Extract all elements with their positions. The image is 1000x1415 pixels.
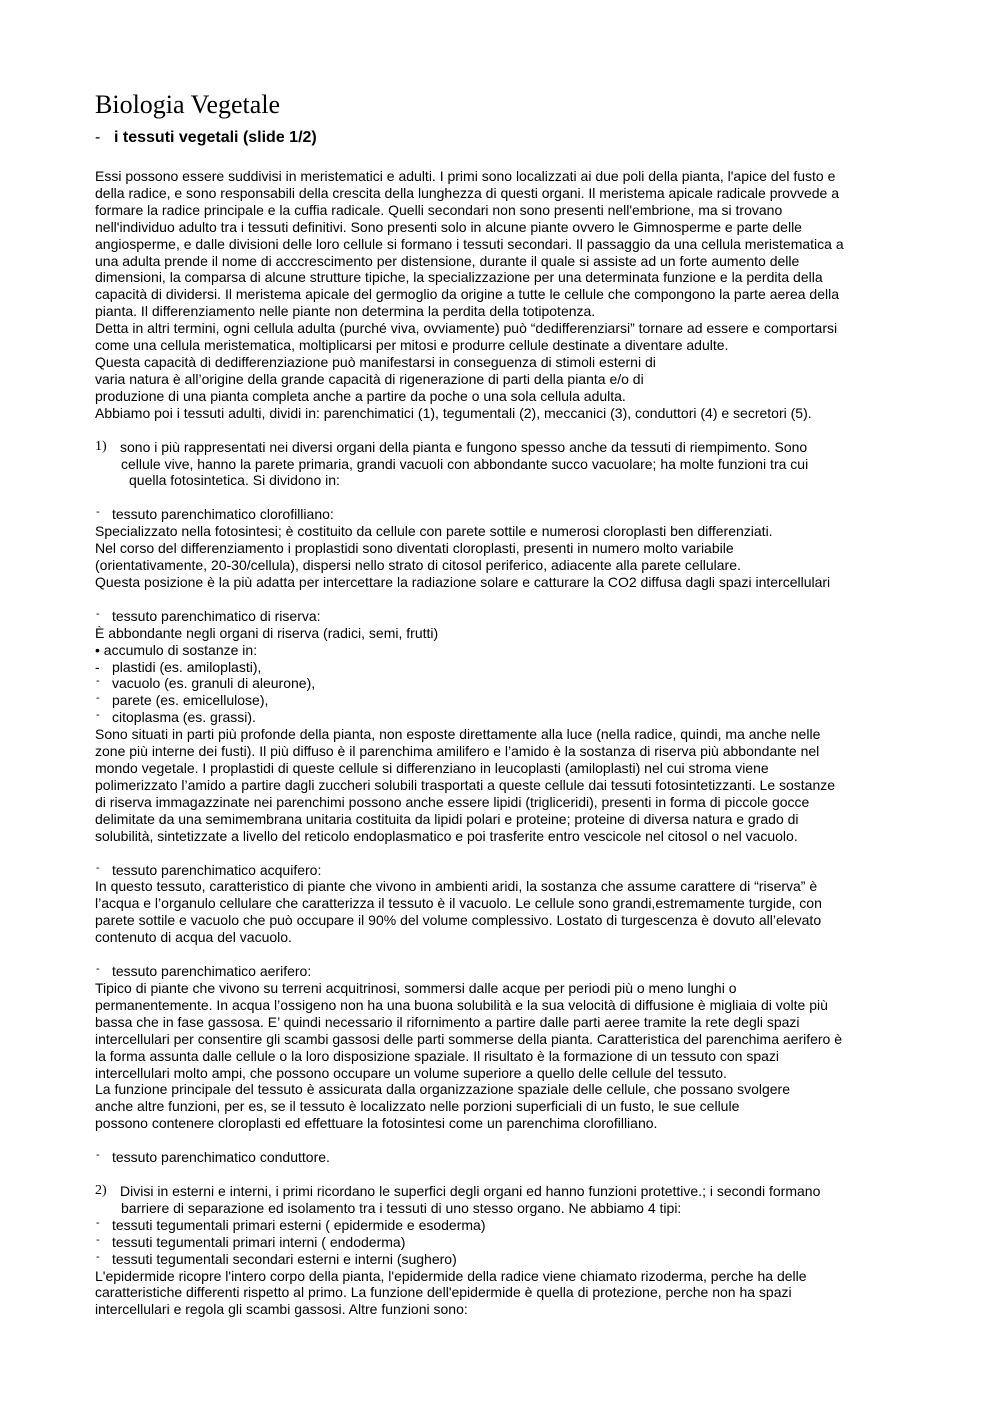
section-heading: - tessuto parenchimatico clorofilliano: [96, 506, 334, 523]
text-line: Abbiamo poi i tessuti adulti, dividi in: parenchimatici (1), tegumentali (2), meccanici (3), conduttori (4) e secretori (5). [95, 404, 812, 421]
text-line: L'epidermide ricopre l'intero corpo della pianta, l'epidermide della radice viene chiamato rizoderma, perche ha delle [95, 1267, 807, 1284]
list-item: - tessuti tegumentali primari interni ( endoderma) [96, 1233, 406, 1250]
numbered-item-2 [95, 1183, 907, 1217]
text-line: delimitate da una semimembrana unitaria costituita da lipidi polari e proteine; proteine di diversa natura e grado di [95, 810, 799, 827]
bullet-dash: - [96, 1250, 100, 1263]
text-line: come una cellula meristematica, moltiplicarsi per mitosi e produrre cellule destinate a diventare adulte. [95, 337, 729, 354]
text-line: nell'individuo adulto tra i tessuti definitivi. Sono presenti solo in alcune piante ovvero le Gimnosperme e parte delle [95, 218, 802, 235]
text-line: bassa che in fase gassosa. E’ quindi necessario il rifornimento a partire dalle parti aeree tramite la rete degli spazi [95, 1013, 800, 1030]
text-line: della radice, e sono responsabili della crescita della lunghezza di questi organi. Il meristema apicale radicale provvede a [95, 184, 839, 201]
text-line: contenuto di acqua del vacuolo. [95, 929, 292, 946]
text-line: intercellulari e regola gli scambi gassosi. Altre funzioni sono: [95, 1301, 468, 1318]
text-line: Detta in altri termini, ogni cellula adulta (purché viva, ovviamente) può “dedifferenziarsi” tornare ad essere e comportarsi [95, 320, 838, 337]
text-line: • accumulo di sostanze in: [95, 641, 258, 658]
numbered-item-1 [95, 439, 907, 490]
text-line: produzione di una pianta completa anche a partire da poche o una sola cellula adulta. [95, 387, 626, 404]
text-line: caratteristiche differenti rispetto al primo. La funzione dell'epidermide è quella di protezione, perche non ha spazi [95, 1284, 792, 1301]
text-line: Nel corso del differenziamento i proplastidi sono diventati cloroplasti, presenti in numero molto variabile [95, 540, 734, 557]
text-line: pianta. Il differenziamento nelle piante non determina la perdita della totipotenza. [95, 303, 596, 320]
bullet-dash: - [96, 506, 100, 519]
text-line: l’acqua e l’organulo cellulare che caratterizza il tessuto è il vacuolo. Le cellule sono grandi,estremamente turgide, con [95, 895, 822, 912]
text-line: (orientativamente, 20-30/cellula), dispersi nello strato di citosol periferico, adiacente alla parete cellulare. [95, 557, 741, 574]
section-riserva [95, 608, 907, 845]
text-line: anche altre funzioni, per es, se il tessuto è localizzato nelle porzioni superficiali di un fusto, le sue cellule [95, 1098, 740, 1115]
text-line: cellule vive, hanno la parete primaria, grandi vacuoli con abbondante succo vacuolare; ha molte funzioni tra cui [121, 455, 809, 472]
text-line: capacità di dividersi. Il meristema apicale del germoglio da origine a tutte le cellule che compongono la parte aerea della [95, 286, 839, 303]
text-line: varia natura è all’origine della grande capacità di rigenerazione di parti della pianta e/o di [95, 370, 644, 387]
section-heading: - tessuto parenchimatico acquifero: [96, 861, 322, 878]
text-line: È abbondante negli organi di riserva (radici, semi, frutti) [95, 624, 439, 641]
section-heading: - tessuto parenchimatico conduttore. [96, 1149, 330, 1166]
section-aerifero [95, 963, 907, 1132]
list-item: - tessuti tegumentali secondari esterni e interni (sughero) [96, 1250, 457, 1267]
text-line: intercellulari per consentire gli scambi gassosi delle parti sommerse della pianta. Caratteristica del parenchima aerifero è [95, 1030, 843, 1047]
intro-paragraph [95, 168, 907, 422]
text-line: Divisi in esterni e interni, i primi ricordano le superfici degli organi ed hanno funzioni protettive.; i secondi formano [120, 1183, 821, 1200]
subtitle-text: i tessuti vegetali (slide 1/2) [114, 129, 317, 146]
text-line: di riserva immagazzinate nei parenchimi possono anche essere lipidi (trigliceridi), presenti in forma di piccole gocce [95, 793, 810, 810]
bullet-dash: - [96, 1149, 100, 1162]
text-line: angiosperme, e dalle divisioni delle loro cellule si formano i tessuti secondari. Il passaggio da una cellula meristematica a [95, 235, 844, 252]
bullet-dash: - [96, 607, 100, 620]
bullet-dash: - [96, 963, 100, 976]
text-line: Tipico di piante che vivono su terreni acquitrinosi, sommersi dalle acque per periodi più o meno lunghi o [95, 979, 737, 996]
bullet-dash: - [96, 1233, 100, 1246]
document-body [95, 168, 907, 1318]
section-heading: - tessuto parenchimatico aerifero: [96, 963, 312, 980]
text-line: possono contenere cloroplasti ed effettuare la fotosintesi come un parenchima clorofilliano. [95, 1115, 658, 1132]
list-number: 1) [95, 438, 107, 454]
document-subtitle [95, 126, 317, 150]
section-conduttore [95, 1149, 907, 1166]
text-line: In questo tessuto, caratteristico di piante che vivono in ambienti aridi, la sostanza che assume carattere di “riserva” è [95, 878, 818, 895]
list-number: 2) [95, 1183, 107, 1199]
text-line: barriere di separazione ed isolamento tra i tessuti di uno stesso organo. Ne abbiamo 4 tipi: [121, 1199, 682, 1216]
text-line: parete sottile e vacuolo che può occupare il 90% del volume complessivo. Lostato di turgescenza è dovuto all’elevato [95, 912, 822, 929]
text-line: Essi possono essere suddivisi in meristematici e adulti. I primi sono localizzati ai due poli della pianta, l'apice del fusto e [95, 168, 836, 184]
text-line: polimerizzato l’amido a partire dagli zuccheri solubili trasportati a queste cellule dai tessuti fotosintetizzanti. Le sostanze [95, 776, 836, 793]
subtitle-dash: - [95, 129, 101, 146]
text-line: solubilità, sintetizzate a livello del reticolo endoplasmatico e poi trasferite entro vescicole nel citosol o nel vacuolo. [95, 827, 798, 844]
text-line: quella fotosintetica. Si dividono in: [129, 472, 340, 489]
text-line: Questa posizione è la più adatta per intercettare la radiazione solare e catturare la CO2 diffusa dagli spazi intercellulari [95, 573, 831, 590]
list-item: - vacuolo (es. granuli di aleurone), [96, 675, 316, 692]
bullet-dash: - [96, 1216, 100, 1229]
bullet-dash: - [96, 861, 100, 874]
text-line: permanentemente. In acqua l’ossigeno non ha una buona solubilità e la sua velocità di diffusione è migliaia di volte più [95, 996, 828, 1013]
text-line: Questa capacità di dedifferenziazione può manifestarsi in conseguenza di stimoli esterni di [95, 353, 656, 370]
list-item: - parete (es. emicellulose), [96, 692, 269, 709]
section-heading: - tessuto parenchimatico di riserva: [96, 607, 321, 624]
text-line: Sono situati in parti più profonde della pianta, non esposte direttamente alla luce (nella radice, quindi, ma anche nelle [95, 726, 821, 743]
text-line: La funzione principale del tessuto è assicurata dalla organizzazione spaziale delle cellule, che possano svolgere [95, 1081, 790, 1098]
document-title: Biologia Vegetale [95, 90, 281, 119]
tegumentali-list [95, 1217, 907, 1318]
text-line: zone più interne dei fusti). Il più diffuso è il parenchima amilifero e l’amido è la sostanza di riserva più abbondante nel [95, 743, 820, 760]
text-line: Specializzato nella fotosintesi; è costituito da cellule con parete sottile e numerosi cloroplasti ben differenziati. [95, 523, 773, 540]
text-line: una adulta prende il nome di acccrescimento per distensione, durante il quale si assiste ad un forte aumento delle [95, 252, 800, 269]
section-clorofilliano [95, 506, 907, 591]
text-line: la forma assunta dalle cellule o la loro disposizione spaziale. Il risultato è la formazione di un tessuto con spazi [95, 1047, 780, 1064]
text-line: dimensioni, la comparsa di alcune strutture tipiche, la specializzazione per una determinata funzione e la perdita della [95, 269, 823, 286]
list-item: - citoplasma (es. grassi). [96, 709, 256, 726]
list-item: - tessuti tegumentali primari esterni ( epidermide e esoderma) [96, 1216, 486, 1233]
text-line: mondo vegetale. I proplastidi di queste cellule si differenziano in leucoplasti (amiloplasti) nel cui stroma viene [95, 760, 769, 776]
list-item: - plastidi (es. amiloplasti), [95, 658, 262, 675]
text-line: sono i più rappresentati nei diversi organi della pianta e fungono spesso anche da tessuti di riempimento. Sono [120, 438, 808, 455]
section-acquifero [95, 862, 907, 947]
text-line: formare la radice principale e la cuffia radicale. Quelli secondari non sono presenti nell'embrione, ma si trovano [95, 201, 783, 218]
text-line: intercellulari molto ampi, che possono occupare un volume superiore a quello delle cellule del tessuto. [95, 1064, 727, 1081]
